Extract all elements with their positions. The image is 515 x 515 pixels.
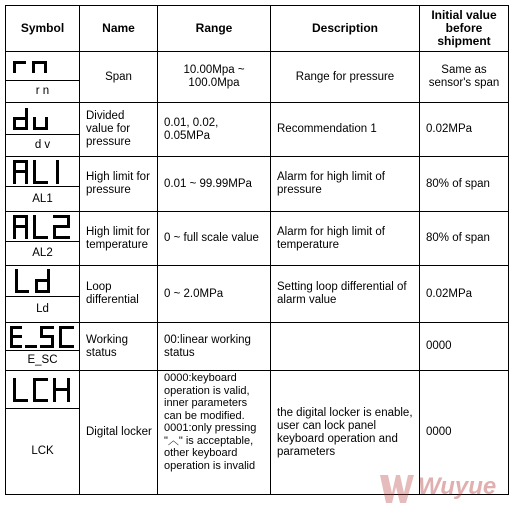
- row-name: Loop differential: [80, 266, 158, 323]
- row-initial-value: 0.02MPa: [420, 266, 509, 323]
- row-initial-value: 80% of span: [420, 157, 509, 212]
- symbol-display-dv: [6, 103, 80, 135]
- row-name: Digital locker: [80, 371, 158, 495]
- row-range: 0.01 ~ 99.99MPa: [158, 157, 271, 212]
- row-range: 0 ~ 2.0MPa: [158, 266, 271, 323]
- row-initial-value: 80% of span: [420, 212, 509, 266]
- row-description: Range for pressure: [271, 52, 420, 103]
- symbol-label: LCK: [6, 409, 80, 495]
- symbol-label: E_SC: [6, 351, 80, 371]
- header-symbol: Symbol: [6, 6, 80, 52]
- row-description: Alarm for high limit of temperature: [271, 212, 420, 266]
- row-name: High limit for pressure: [80, 157, 158, 212]
- row-name: Divided value for pressure: [80, 103, 158, 157]
- watermark-text: Wuyue: [418, 473, 497, 500]
- row-initial-value: 0000: [420, 323, 509, 371]
- symbol-display-e-sc: [6, 323, 80, 351]
- row-initial-value: Same as sensor's span: [420, 52, 509, 103]
- header-row: [6, 6, 509, 52]
- symbol-label: r n: [6, 81, 80, 103]
- symbol-display-lck: [6, 371, 80, 409]
- symbol-display-ld: [6, 266, 80, 297]
- row-name: Working status: [80, 323, 158, 371]
- row-description: Setting loop differential of alarm value: [271, 266, 420, 323]
- row-initial-value: 0.02MPa: [420, 103, 509, 157]
- row-name: High limit for temperature: [80, 212, 158, 266]
- symbol-label: AL2: [6, 242, 80, 266]
- header-description: Description: [271, 6, 420, 52]
- symbol-display-rn: [6, 52, 80, 81]
- symbol-label: d v: [6, 135, 80, 157]
- row-range: 0000:keyboard operation is valid, inner parameters can be modified. 0001:only pressing "︿" is acceptable, other keyboard operation is invalid: [158, 371, 271, 495]
- symbol-label: Ld: [6, 297, 80, 323]
- row-description: the digital locker is enable, user can lock panel keyboard operation and parameters: [271, 371, 420, 495]
- row-name: Span: [80, 52, 158, 103]
- symbol-display-al1: [6, 157, 80, 187]
- symbol-label: AL1: [6, 187, 80, 212]
- header-range: Range: [158, 6, 271, 52]
- parameter-table: [5, 5, 509, 495]
- symbol-display-al2: [6, 212, 80, 242]
- header-name: Name: [80, 6, 158, 52]
- row-description: [271, 323, 420, 371]
- row-initial-value: 0000: [420, 371, 509, 495]
- row-range: 0.01, 0.02, 0.05MPa: [158, 103, 271, 157]
- row-range: 00:linear working status: [158, 323, 271, 371]
- row-range: 10.00Mpa ~ 100.0Mpa: [158, 52, 271, 103]
- watermark-logo-icon: [378, 471, 414, 507]
- header-initial-value: Initial value before shipment: [420, 6, 509, 52]
- row-range: 0 ~ full scale value: [158, 212, 271, 266]
- row-description: Alarm for high limit of pressure: [271, 157, 420, 212]
- row-description: Recommendation 1: [271, 103, 420, 157]
